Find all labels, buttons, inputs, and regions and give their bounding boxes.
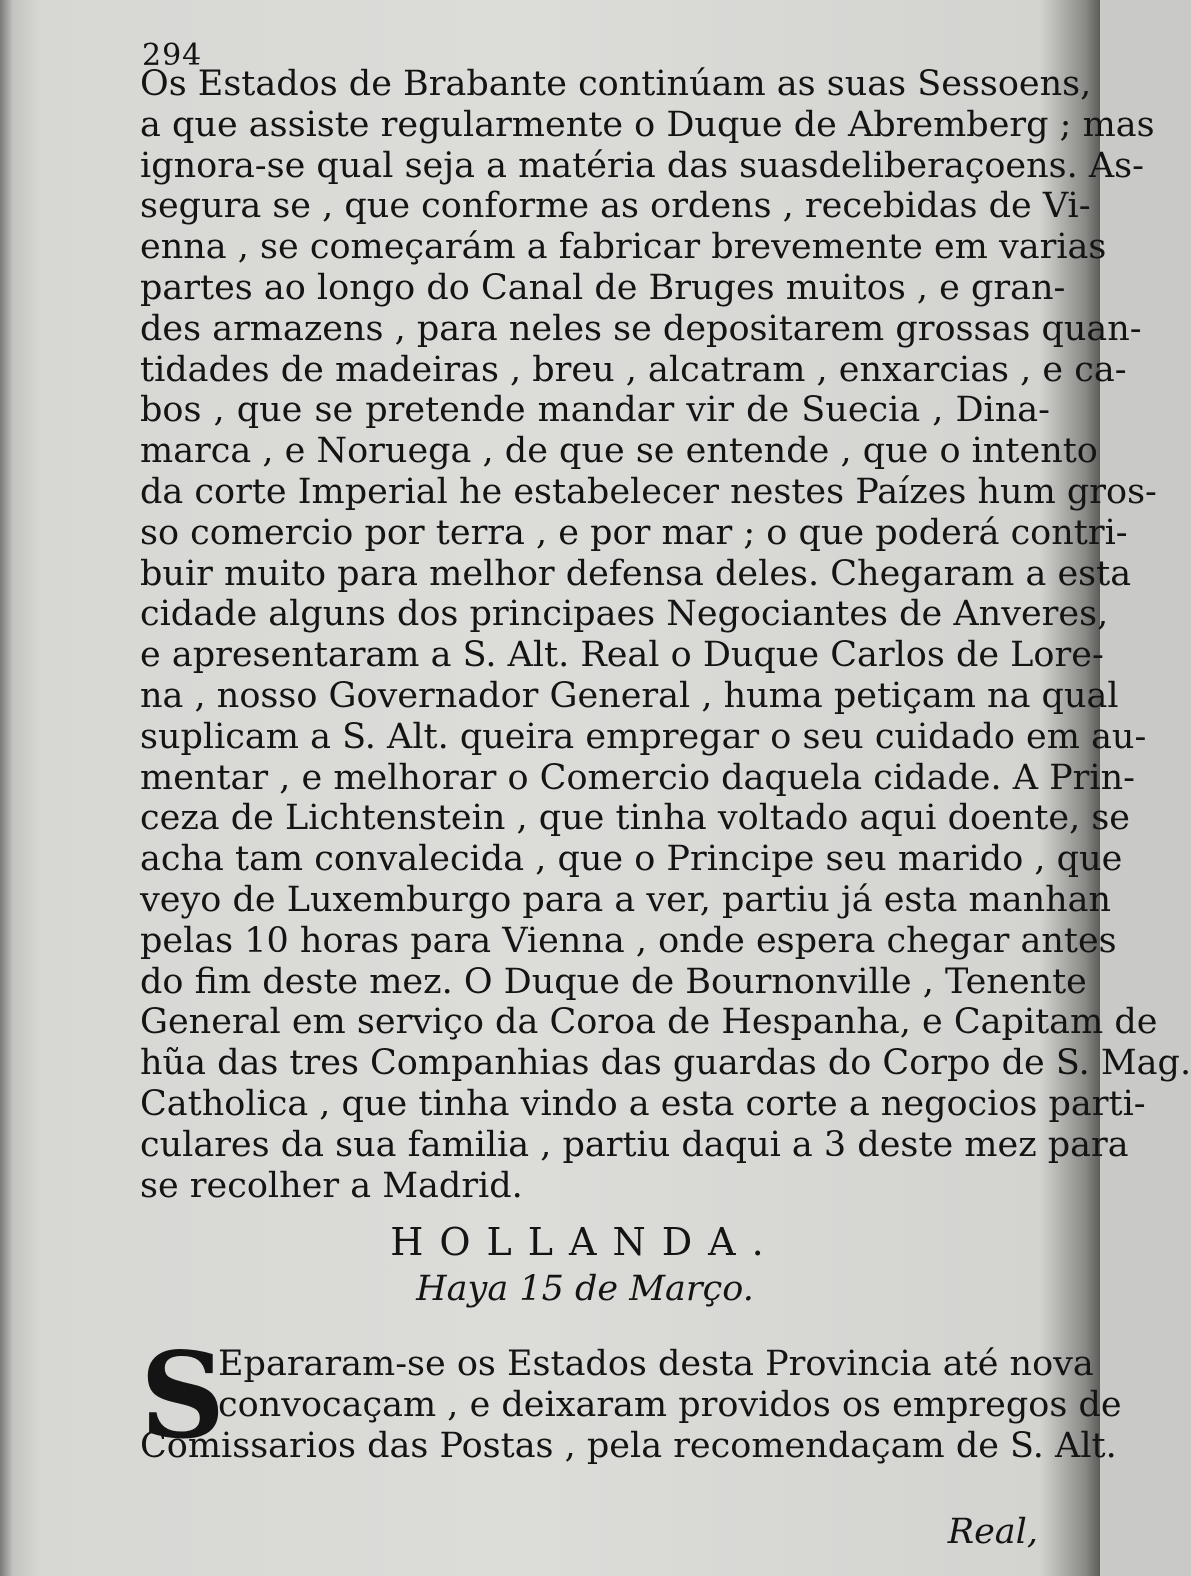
text-line: ceza de Lichtenstein , que tinha voltado aqui doente, se: [140, 798, 1130, 839]
text-line: acha tam convalecida , que o Principe seu marido , que: [140, 839, 1123, 880]
text-line: Os Estados de Brabante continúam as suas Sessoens,: [140, 64, 1092, 104]
text-line: e apresentaram a S. Alt. Real o Duque Carlos de Lore-: [140, 635, 1104, 676]
text-line: na , nosso Governador General , huma petiçam na qual: [140, 675, 1119, 716]
text-line: suplicam a S. Alt. queira empregar o seu cuidado em au-: [140, 716, 1147, 757]
text-line: Epararam-se os Estados desta Provincia até nova: [218, 1344, 1094, 1384]
text-line: culares da sua familia , partiu daqui a 3 deste mez para: [140, 1124, 1129, 1165]
drop-cap: S: [140, 1326, 226, 1465]
text-line: des armazens , para neles se depositarem grossas quan-: [140, 308, 1142, 349]
text-line: tidades de madeiras , breu , alcatram , enxarcias , e ca-: [140, 349, 1127, 390]
text-line: convocaçam , e deixaram providos os empregos de: [218, 1384, 1122, 1425]
text-line: veyo de Luxemburgo para a ver, partiu já esta manhan: [140, 879, 1112, 920]
text-line: hũa das tres Companhias das guardas do Corpo de S. Mag.: [140, 1043, 1191, 1084]
text-line: Comissarios das Postas , pela recomendaçam de S. Alt.: [140, 1425, 1117, 1466]
text-line: Catholica , que tinha vindo a esta corte a negocios parti-: [140, 1083, 1146, 1124]
text-line: buir muito para melhor defensa deles. Chegaram a esta: [140, 553, 1132, 594]
section-dateline: Haya 15 de Março.: [416, 1269, 754, 1309]
section-title: HOLLANDA.: [390, 1220, 780, 1264]
section-heading: [0, 1218, 1100, 1312]
text-line: pelas 10 horas para Vienna , onde espera chegar antes: [140, 920, 1117, 961]
text-line: General em serviço da Coroa de Hespanha, e Capitam de: [140, 1002, 1158, 1043]
text-line: se recolher a Madrid.: [140, 1165, 523, 1206]
text-line: da corte Imperial he estabelecer nestes Paízes hum gros-: [140, 471, 1157, 512]
text-line: so comercio por terra , e por mar ; o que poderá contri-: [140, 512, 1128, 553]
text-line: enna , se começarám a fabricar brevemente em varias: [140, 227, 1107, 268]
main-paragraph: [140, 64, 1191, 1206]
text-line: ignora-se qual seja a matéria das suasdeliberaçoens. As-: [140, 145, 1144, 186]
catchword: Real,: [947, 1512, 1038, 1552]
page-edge-shadow: [0, 0, 12, 1576]
text-line: mentar , e melhorar o Comercio daquela cidade. A Prin-: [140, 757, 1135, 798]
text-line: cidade alguns dos principaes Negociantes de Anveres,: [140, 594, 1109, 635]
page-number: 294: [142, 38, 203, 73]
text-line: marca , e Noruega , de que se entende , que o intento: [140, 431, 1098, 472]
text-line: partes ao longo do Canal de Bruges muitos , e gran-: [140, 267, 1066, 308]
text-line: bos , que se pretende mandar vir de Suecia , Dina-: [140, 390, 1050, 431]
text-line: do fim deste mez. O Duque de Bournonville , Tenente: [140, 961, 1087, 1002]
text-line: segura se , que conforme as ordens , recebidas de Vi-: [140, 186, 1091, 227]
second-paragraph: [140, 1326, 1122, 1466]
text-line: a que assiste regularmente o Duque de Abremberg ; mas: [140, 104, 1155, 145]
